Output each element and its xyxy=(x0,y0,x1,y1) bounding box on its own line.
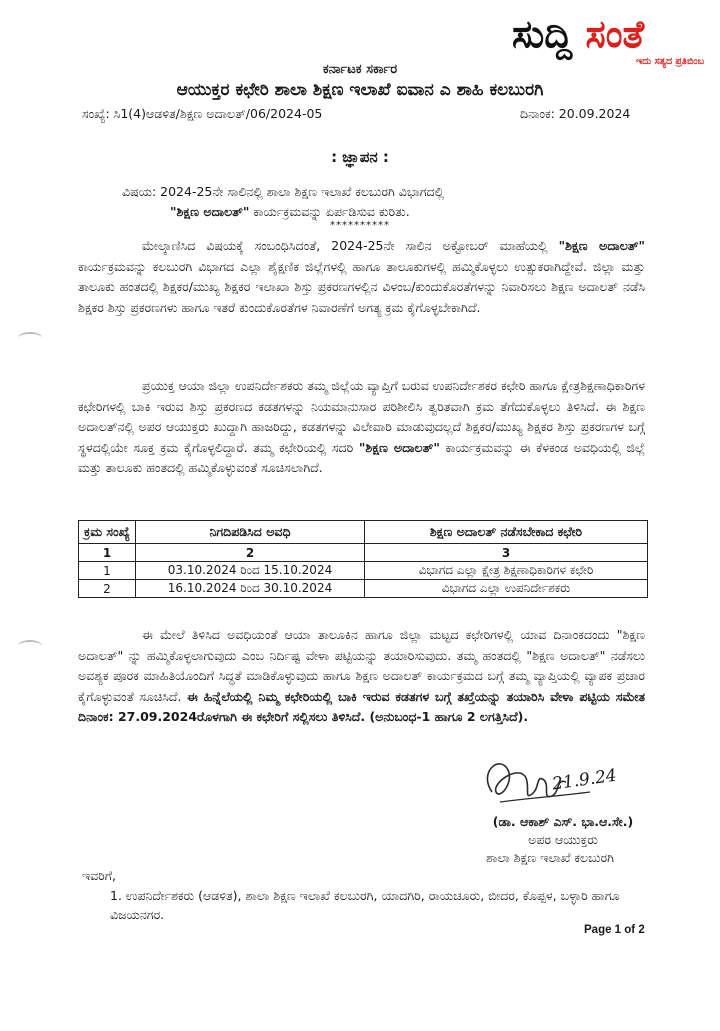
row-serial: 1 xyxy=(79,562,136,580)
table-row xyxy=(79,562,648,580)
paragraph-1-bold: "ಶಿಕ್ಷಣ ಅದಾಲತ್" xyxy=(558,238,646,253)
memo-heading: : ಜ್ಞಾಪನ : xyxy=(331,148,389,166)
row-office: ವಿಭಾಗದ ಎಲ್ಲಾ ಉಪನಿರ್ದೇಶಕರು xyxy=(365,580,648,598)
page-number: Page 1 of 2 xyxy=(584,924,645,936)
subject-block xyxy=(122,182,642,222)
column-number: 1 xyxy=(79,544,136,562)
table-row xyxy=(79,580,648,598)
table-number-row xyxy=(79,544,648,562)
paragraph-3 xyxy=(78,625,645,728)
header-serial: ಕ್ರಮ ಸಂಖ್ಯೆ xyxy=(79,521,136,544)
row-serial: 2 xyxy=(79,580,136,598)
document-date: ದಿನಾಂಕ: 20.09.2024 xyxy=(520,106,631,121)
subject-bold: "ಶಿಕ್ಷಣ ಅದಾಲತ್" xyxy=(170,204,250,219)
column-number: 3 xyxy=(365,544,648,562)
signature-date: 21.9.24 xyxy=(550,765,618,795)
scan-mark xyxy=(18,640,42,652)
paragraph-2-rest: ಕಾರ್ಯಕ್ರಮವನ್ನು ಈ ಕೆಳಕಂಡ ಅವಧಿಯಲ್ಲಿ ಜಿಲ್ಲೆ ಮತ್ತು ತಾಲೂಕು ಹಂತದಲ್ಲಿ ಹಮ್ಮಿಕೊಳ್ಳುವಂತೆ ಸೂಚಿಸಲಾಗಿದೆ. xyxy=(78,439,645,475)
paragraph-2 xyxy=(78,376,645,479)
paragraph-1-rest: ಕಾರ್ಯಕ್ರಮವನ್ನು ಕಲಬುರಗಿ ವಿಭಾಗದ ಎಲ್ಲಾ ಶೈಕ್ಷಣಿಕ ಜಿಲ್ಲೆಗಳಲ್ಲಿ ಹಾಗೂ ತಾಲೂಕುಗಳಲ್ಲಿ ಹಮ್ಮಿಕೊಳ್ಳಲು ಉತ್ಸುಕರಾಗಿದ್ದೇವೆ. ಜಿಲ್ಲಾ ಮತ್ತು ತಾಲೂಕು ಹಂತದಲ್ಲಿ ಶಿಕ್ಷಕರ/ಮುಖ್ಯ ಶಿಕ್ಷಕರ ಇಲಾಖಾ ಶಿಸ್ತು ಪ್ರಕರಣಗಳಲ್ಲಿನ ವಿಳಂಬ/ಕುಂದುಕೊರತೆಗಳನ್ನು ನಿವಾರಿಸಲು ಶಿಕ್ಷಣ ಅದಾಲತ್ ನಡೆಸಿ ಶಿಕ್ಷಕರ ಶಿಸ್ತು ಪ್ರಕರಣಗಳು ಹಾಗೂ ಇತರೆ ಕುಂದುಕೊರತೆಗಳ ನಿವಾರಣೆಗೆ ಅಗತ್ಯ ಕ್ರಮ ಕೈಗೊಳ್ಳಬೇಕಾಗಿದೆ. xyxy=(78,258,645,315)
separator-stars: ********** xyxy=(330,220,390,231)
logo-tagline: ಇದು ಸತ್ಯದ ಪ್ರತಿಬಿಂಬ xyxy=(635,56,704,67)
header-office: ಶಿಕ್ಷಣ ಅದಾಲತ್ ನಡೆಸಬೇಕಾದ ಕಛೇರಿ xyxy=(365,521,648,544)
subject-line-2 xyxy=(122,202,642,222)
logo-word-2: ಸಂತೆ xyxy=(585,12,645,56)
recipients-label: ಇವರಿಗೆ, xyxy=(82,868,116,883)
paragraph-1 xyxy=(78,236,645,318)
column-number: 2 xyxy=(136,544,365,562)
subject-line-1: ವಿಷಯ: 2024-25ನೇ ಸಾಲಿನಲ್ಲಿ ಶಾಲಾ ಶಿಕ್ಷಣ ಇಲಾಖೆ ಕಲಬುರಗಿ ವಿಭಾಗದಲ್ಲಿ xyxy=(122,184,445,199)
list-item: 1. ಉಪನಿರ್ದೇಶಕರು (ಆಡಳಿತ), ಶಾಲಾ ಶಿಕ್ಷಣ ಇಲಾಖೆ ಕಲಬುರಗಿ, ಯಾದಗಿರಿ, ರಾಯಚೂರು, ಬೀದರ, ಕೊಪ್ಪಳ, ಬಳ್ಳಾರಿ ಹಾಗೂ ವಿಜಯನಗರ. xyxy=(110,888,620,922)
paragraph-3-normal: ಈ ಮೇಲೆ ತಿಳಿಸಿದ ಅವಧಿಯಂತೆ ಆಯಾ ತಾಲೂಕಿನ ಹಾಗೂ ಜಿಲ್ಲಾ ಮಟ್ಟದ ಕಛೇರಿಗಳಲ್ಲಿ ಯಾವ ದಿನಾಂಕದಂದು "ಶಿಕ್ಷಣ ಅದಾಲತ್" ನ್ನು ಹಮ್ಮಿಕೊಳ್ಳಲಾಗುವುದು ಎಂಬ ನಿರ್ದಿಷ್ಟ ವೇಳಾ ಪಟ್ಟಿಯನ್ನು ತಯಾರಿಸುವುದು. ತಮ್ಮ ಹಂತದಲ್ಲಿ "ಶಿಕ್ಷಣ ಅದಾಲತ್" ನಡೆಸಲು ಅವಶ್ಯಕ ಪೂರಕ ಮಾಹಿತಿಯೊಂದಿಗೆ ಸಿದ್ಧತೆ ಮಾಡಿಕೊಳ್ಳುವುದು ಹಾಗೂ ಶಿಕ್ಷಣ ಅದಾಲತ್ ಕಾರ್ಯಕ್ರಮದ ಬಗ್ಗೆ ತಮ್ಮ ವ್ಯಾಪ್ತಿಯಲ್ಲಿ ವ್ಯಾಪಕ ಪ್ರಚಾರ ಕೈಗೊಳ್ಳುವಂತೆ ಸೂಚಿಸಿದೆ. xyxy=(78,627,645,704)
recipient-list xyxy=(110,886,650,924)
signatory-office: ಶಾಲಾ ಶಿಕ್ಷಣ ಇಲಾಖೆ ಕಲಬುರಗಿ xyxy=(485,850,615,865)
row-office: ವಿಭಾಗದ ಎಲ್ಲಾ ಕ್ಷೇತ್ರ ಶಿಕ್ಷಣಾಧಿಕಾರಿಗಳ ಕಛೇರಿ xyxy=(365,562,648,580)
paragraph-1-lead: ಮೇಲ್ಕಾಣಿಸಿದ ವಿಷಯಕ್ಕೆ ಸಂಬಂಧಿಸಿದಂತೆ, 2024-25ನೇ ಸಾಲಿನ ಅಕ್ಟೋಬರ್ ಮಾಹೆಯಲ್ಲಿ xyxy=(142,238,559,253)
paragraph-2-lead: ಪ್ರಯುಕ್ತ ಆಯಾ ಜಿಲ್ಲಾ ಉಪನಿರ್ದೇಶಕರು ತಮ್ಮ ಜಿಲ್ಲೆಯ ವ್ಯಾಪ್ತಿಗೆ ಬರುವ ಉಪನಿರ್ದೇಶಕರ ಕಛೇರಿ ಹಾಗೂ ಕ್ಷೇತ್ರಶಿಕ್ಷಣಾಧಿಕಾರಿಗಳ ಕಛೇರಿಗಳಲ್ಲಿ ಬಾಕಿ ಇರುವ ಶಿಸ್ತು ಪ್ರಕರಣದ ಕಡತಗಳನ್ನು ನಿಯಮಾನುಸಾರ ಪರಿಶೀಲಿಸಿ ತ್ವರಿತವಾಗಿ ಕ್ರಮ ತೆಗೆದುಕೊಳ್ಳಲು ತಿಳಿಸಿದೆ. ಈ ಶಿಕ್ಷಣ ಅದಾಲತ್‌ನಲ್ಲಿ ಅಪರ ಆಯುಕ್ತರು ಖುದ್ದಾಗಿ ಹಾಜರಿದ್ದು, ಕಡತಗಳನ್ನು ವಿಲೇವಾರಿ ಮಾಡುವುದಲ್ಲದೆ ಶಿಕ್ಷಕರ/ಮುಖ್ಯ ಶಿಕ್ಷಕರ ಶಿಸ್ತು ಪ್ರಕರಣಗಳ ಬಗ್ಗೆ ಸ್ಥಳದಲ್ಲಿಯೇ ಸೂಕ್ತ ಕ್ರಮ ಕೈಗೊಳ್ಳಲಿದ್ದಾರೆ. ತಮ್ಮ ಕಛೇರಿಯಲ್ಲಿ ಸದರಿ xyxy=(78,378,645,455)
signatory-name: (ಡಾ. ಆಕಾಶ್ ಎಸ್. ಭಾ.ಆ.ಸೇ.) xyxy=(492,814,634,829)
signatory-title: ಅಪರ ಆಯುಕ್ತರು xyxy=(528,832,598,847)
reference-number: ಸಂಖ್ಯೆ: ಸಿ1(4)ಆಡಳಿತ/ಶಿಕ್ಷಣ ಅದಾಲತ್/06/2024-05 xyxy=(82,106,323,121)
subject-rest: ಕಾರ್ಯಕ್ರಮವನ್ನು ಏರ್ಪಡಿಸುವ ಕುರಿತು. xyxy=(249,204,410,219)
schedule-table xyxy=(78,520,648,598)
scan-mark xyxy=(18,332,42,344)
row-period: 16.10.2024 ರಿಂದ 30.10.2024 xyxy=(136,580,365,598)
logo-word-1: ಸುದ್ದಿ xyxy=(512,12,573,56)
paragraph-3-bold: ಈ ಹಿನ್ನೆಲೆಯಲ್ಲಿ ನಿಮ್ಮ ಕಛೇರಿಯಲ್ಲಿ ಬಾಕಿ ಇರುವ ಕಡತಗಳ ಬಗ್ಗೆ ತಖ್ತೆಯನ್ನು ತಯಾರಿಸಿ ವೇಳಾ ಪಟ್ಟಿಯ ಸಮೇತ ದಿನಾಂಕ: 27.09.2024ರೊಳಗಾಗಿ ಈ ಕಛೇರಿಗೆ ಸಲ್ಲಿಸಲು ತಿಳಿಸಿದೆ. (ಅನುಬಂಧ-1 ಹಾಗೂ 2 ಲಗತ್ತಿಸಿದೆ). xyxy=(78,688,645,724)
row-period: 03.10.2024 ರಿಂದ 15.10.2024 xyxy=(136,562,365,580)
table-header-row xyxy=(79,521,648,544)
government-name: ಕರ್ನಾಟಕ ಸರ್ಕಾರ xyxy=(322,62,398,77)
header-period: ನಿಗದಿಪಡಿಸಿದ ಅವಧಿ xyxy=(136,521,365,544)
office-title: ಆಯುಕ್ತರ ಕಛೇರಿ ಶಾಲಾ ಶಿಕ್ಷಣ ಇಲಾಖೆ ಐವಾನ ಎ ಶಾಹಿ ಕಲಬುರಗಿ xyxy=(176,80,544,100)
paragraph-2-bold: "ಶಿಕ್ಷಣ ಅದಾಲತ್" xyxy=(358,439,440,455)
